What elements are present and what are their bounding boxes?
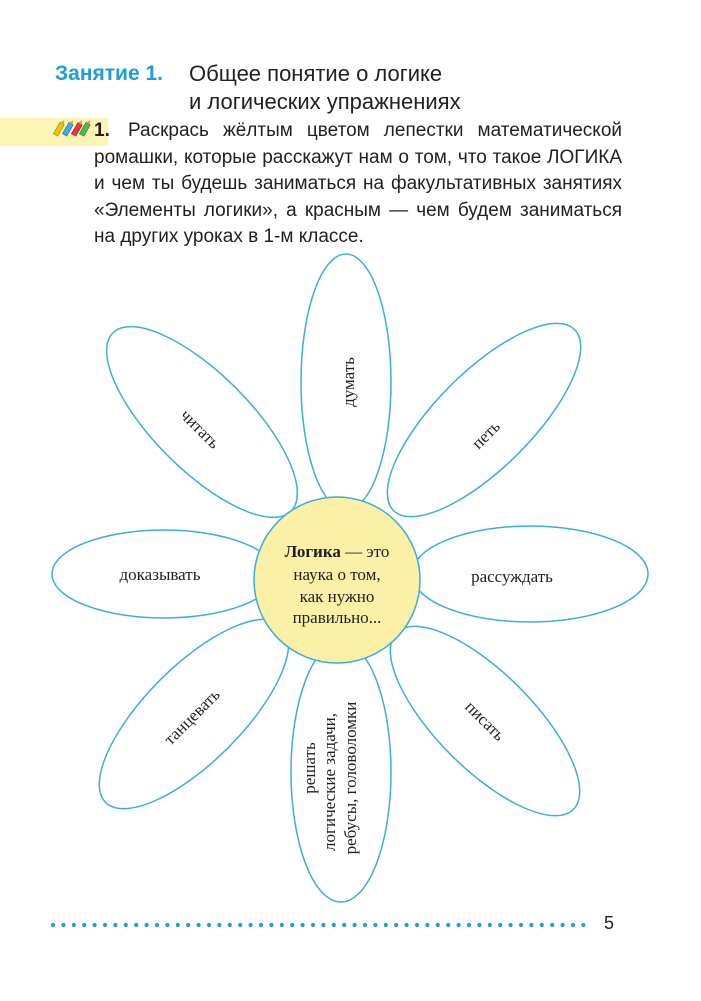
footer-dot xyxy=(581,923,585,927)
center-line1-rest: — это xyxy=(340,542,390,561)
footer-dot xyxy=(311,923,315,927)
footer-dot xyxy=(498,923,502,927)
lesson-title-line1: Общее понятие о логике xyxy=(189,61,443,86)
petal-label-right: рассуждать xyxy=(471,566,553,586)
footer-dot xyxy=(176,923,180,927)
footer-dot xyxy=(145,923,149,927)
footer-dot xyxy=(197,923,201,927)
footer-dot xyxy=(301,923,305,927)
page-number: 5 xyxy=(604,913,615,933)
footer-dot xyxy=(550,923,554,927)
footer-dot xyxy=(124,923,128,927)
footer-dot xyxy=(561,923,565,927)
petal-label-bottom-line2: логические задачи, xyxy=(319,713,339,851)
petal-label-top-right: петь xyxy=(467,416,504,453)
petal-label-top: думать xyxy=(338,357,358,407)
footer-dot xyxy=(165,923,169,927)
footer-dot xyxy=(332,923,336,927)
footer-dot xyxy=(207,923,211,927)
footer-dot xyxy=(529,923,533,927)
footer-dot xyxy=(394,923,398,927)
footer-dot xyxy=(488,923,492,927)
footer-dot xyxy=(134,923,138,927)
task-number: 1. xyxy=(94,120,110,141)
footer-dot xyxy=(103,923,107,927)
lesson-title-line2: и логических упражнениях xyxy=(189,89,461,114)
footer-dot xyxy=(280,923,284,927)
center-line3: как нужно xyxy=(299,587,375,606)
footer-dot xyxy=(238,923,242,927)
footer-dot xyxy=(249,923,253,927)
petal-label-top-left: читать xyxy=(176,405,224,453)
footer-dot xyxy=(228,923,232,927)
footer-dot xyxy=(363,923,367,927)
petal-label-bottom-left: танцевать xyxy=(160,685,224,749)
footer-dot xyxy=(446,923,450,927)
footer-dot xyxy=(269,923,273,927)
footer-dot xyxy=(373,923,377,927)
footer-dot xyxy=(571,923,575,927)
footer-dot xyxy=(457,923,461,927)
footer-dot xyxy=(72,923,76,927)
petal-label-bottom-right: писать xyxy=(461,697,509,745)
petal-label-left: доказывать xyxy=(119,564,201,584)
footer-dot xyxy=(509,923,513,927)
petal-label-bottom-line3: ребусы, головоломки xyxy=(340,701,360,855)
footer-dot xyxy=(436,923,440,927)
footer-dot xyxy=(186,923,190,927)
center-line2: наука о том, xyxy=(293,565,381,584)
center-term: Логика xyxy=(284,542,341,561)
lesson-label: Занятие 1. xyxy=(55,62,163,85)
footer-dot xyxy=(540,923,544,927)
footer-dot xyxy=(415,923,419,927)
footer-dot xyxy=(61,923,65,927)
footer-dot xyxy=(82,923,86,927)
footer-dot xyxy=(290,923,294,927)
petal-label-bottom-line1: решать xyxy=(299,742,319,794)
footer-dot xyxy=(155,923,159,927)
footer-dot xyxy=(217,923,221,927)
footer-dot xyxy=(384,923,388,927)
footer-dot xyxy=(519,923,523,927)
footer-dot xyxy=(477,923,481,927)
footer-dot xyxy=(405,923,409,927)
footer-dot xyxy=(425,923,429,927)
footer-dot xyxy=(113,923,117,927)
footer-dot xyxy=(353,923,357,927)
task-text: Раскрась жёлтым цветом лепестки математической ромашки, которые расскажут нам о том, что такое ЛОГИКА и чем ты будешь заниматься на факультативных занятиях «Элементы логики», а красным — чем будем заниматься на других уроках в 1-м классе. xyxy=(94,120,623,247)
footer-dot xyxy=(342,923,346,927)
footer-dot xyxy=(467,923,471,927)
footer-dot xyxy=(259,923,263,927)
footer-dot xyxy=(93,923,97,927)
center-line4: правильно... xyxy=(292,608,382,627)
footer-dot xyxy=(321,923,325,927)
footer-dot xyxy=(51,923,55,927)
